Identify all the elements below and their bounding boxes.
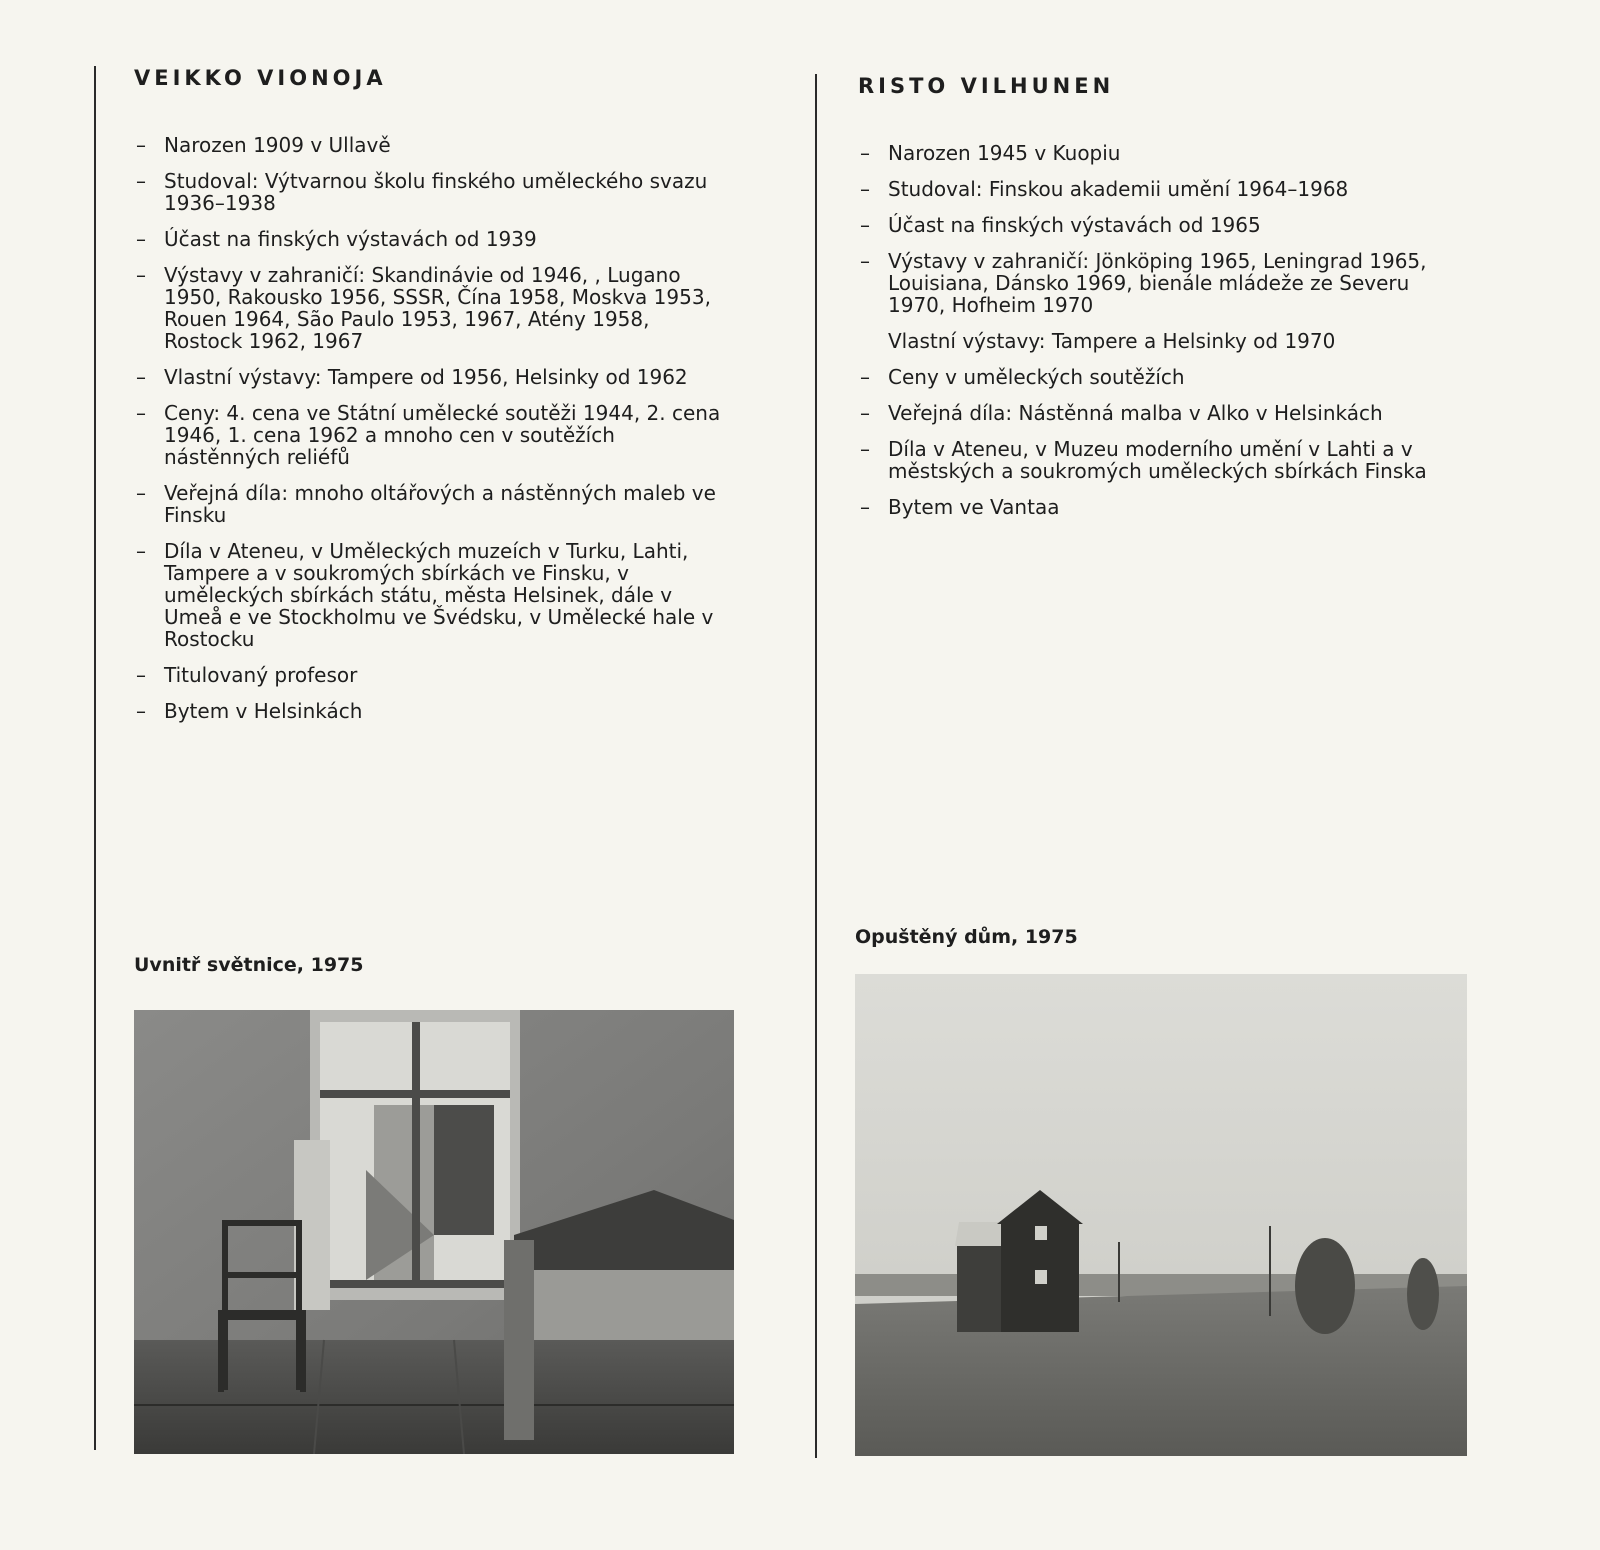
bio-item: – Bytem ve Vantaa [858,496,1468,518]
bio-item: Vlastní výstavy: Tampere a Helsinky od 1970 [888,329,1336,353]
bio-item: – Bytem v Helsinkách [134,700,734,722]
bio-item: – Narozen 1945 v Kuopiu [858,142,1468,164]
painting-caption: Uvnitř světnice, 1975 [134,954,364,976]
bio-item: – Výstavy v zahraničí: Jönköping 1965, Leningrad 1965, Louisiana, Dánsko 1969, bienále mládeže ze Severu 1970, Hofheim 1970 [858,250,1468,316]
bio-item: – Veřejná díla: Nástěnná malba v Alko v Helsinkách [858,402,1468,424]
interior-room-illustration [134,1010,734,1454]
bio-item: – Díla v Ateneu, v Muzeu moderního umění v Lahti a v městských a soukromých uměleckých sbírkách Finska [858,438,1468,482]
bio-item: – Díla v Ateneu, v Uměleckých muzeích v Turku, Lahti, Tampere a v soukromých sbírkách ve Finsku, v uměleckých sbírkách státu, města Helsinek, dále v Umeå e ve Stockholmu ve Švédsku, v Umělecké hale v Rostocku [134,540,734,650]
bio-item: – Vlastní výstavy: Tampere od 1956, Helsinky od 1962 [134,366,734,388]
center-column-rule [815,74,817,1458]
bio-item: – Výstavy v zahraničí: Skandinávie od 1946, , Lugano 1950, Rakousko 1956, SSSR, Čína 1958, Moskva 1953, Rouen 1964, São Paulo 1953, 1967, Atény 1958, Rostock 1962, 1967 [134,264,734,352]
painting-interior-room [134,1010,734,1454]
bio-item: – Studoval: Finskou akademii umění 1964–1968 [858,178,1468,200]
bio-item: – Ceny: 4. cena ve Státní umělecké soutěži 1944, 2. cena 1946, 1. cena 1962 a mnoho cen v soutěžích nástěnných reliéfů [134,402,734,468]
left-margin-rule [94,66,96,1450]
bio-item: – Narozen 1909 v Ullavě [134,134,734,156]
biography-list [134,134,734,722]
right-artist-column [858,74,1468,532]
painting-abandoned-house [855,974,1467,1456]
bio-item: – Studoval: Výtvarnou školu finského uměleckého svazu 1936–1938 [134,170,734,214]
bio-item: – Titulovaný profesor [134,664,734,686]
bio-item: – Veřejná díla: mnoho oltářových a nástěnných maleb ve Finsku [134,482,734,526]
bio-item: – Účast na finských výstavách od 1965 [858,214,1468,236]
bio-item: – Ceny v uměleckých soutěžích [858,366,1468,388]
artist-name: RISTO VILHUNEN [858,74,1115,98]
biography-list [858,142,1468,518]
left-artist-column [134,66,734,736]
painting-caption: Opuštěný dům, 1975 [855,926,1078,948]
artist-name: VEIKKO VIONOJA [134,66,387,90]
abandoned-house-illustration [855,974,1467,1456]
bio-item: – Účast na finských výstavách od 1939 [134,228,734,250]
